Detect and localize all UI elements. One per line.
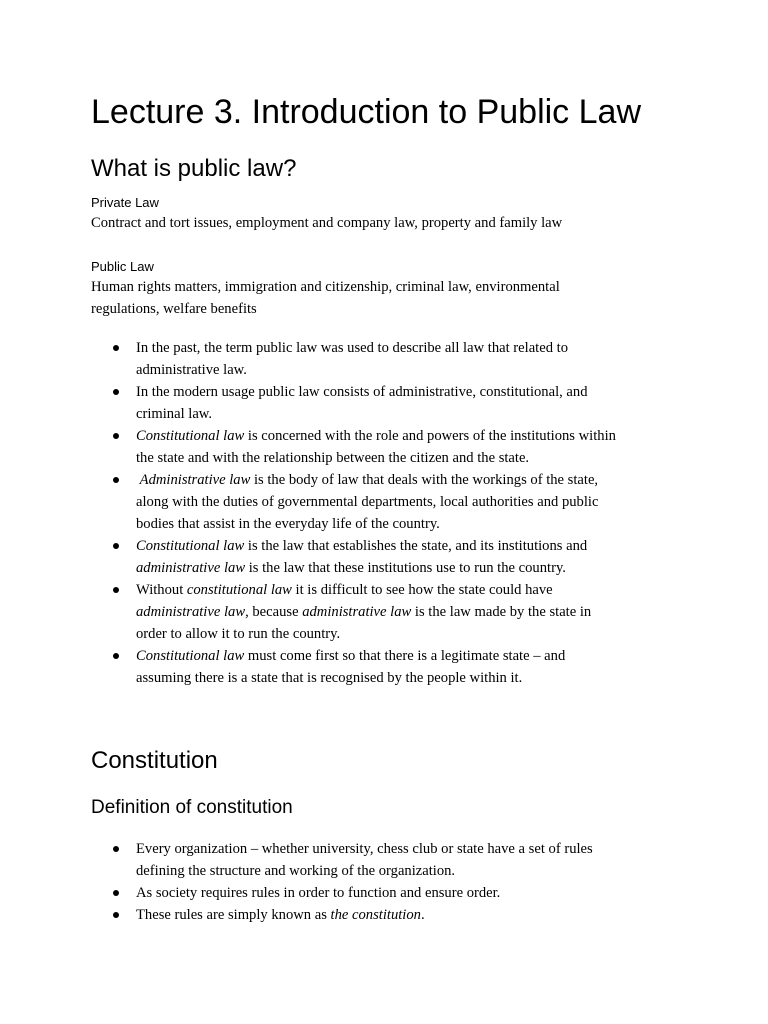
term-administrative-law: administrative law <box>302 604 412 620</box>
bullet-icon <box>113 912 119 918</box>
public-law-text <box>91 276 651 320</box>
list-item-text: administrative law. <box>136 362 247 378</box>
list-item <box>91 381 681 425</box>
list-item-text: criminal law. <box>136 406 213 422</box>
list-item <box>91 535 681 579</box>
list-item-text: is the law that establishes the state, and its institutions and <box>244 538 588 554</box>
list-item-text: order to allow it to run the country. <box>136 626 341 642</box>
list-item <box>91 882 681 904</box>
list-item-text: along with the duties of governmental departments, local authorities and public <box>136 494 599 510</box>
bullet-icon <box>113 846 119 852</box>
public-law-label: Public Law <box>91 259 154 274</box>
list-item <box>91 645 681 689</box>
list-item <box>91 904 681 926</box>
constitution-bullet-list <box>91 838 681 926</box>
section-heading-constitution: Constitution <box>91 747 218 774</box>
bullet-icon <box>113 890 119 896</box>
list-item-text: In the past, the term public law was used to describe all law that related to <box>136 340 568 356</box>
list-item <box>91 337 681 381</box>
list-item-text: Without <box>136 582 187 598</box>
bullet-icon <box>113 345 119 351</box>
list-item-text: is the law that these institutions use to run the country. <box>245 560 566 576</box>
bullet-icon <box>113 389 119 395</box>
bullet-icon <box>113 543 119 549</box>
bullet-icon <box>113 587 119 593</box>
section-heading-public-law: What is public law? <box>91 155 297 182</box>
private-law-label: Private Law <box>91 195 159 210</box>
term-constitutional-law: Constitutional law <box>136 428 245 444</box>
public-law-text-line-2: regulations, welfare benefits <box>91 301 257 317</box>
list-item-text: Every organization – whether university, chess club or state have a set of rules <box>136 841 593 857</box>
list-item-text: is the body of law that deals with the workings of the state, <box>250 472 599 488</box>
list-item <box>91 579 681 645</box>
term-constitutional-law: constitutional law <box>186 582 292 598</box>
bullet-icon <box>113 433 119 439</box>
bullet-icon <box>113 477 119 483</box>
public-law-bullet-list <box>91 337 681 689</box>
term-administrative-law: administrative law <box>136 560 246 576</box>
public-law-text-line-1: Human rights matters, immigration and citizenship, criminal law, environmental <box>91 279 560 295</box>
bullet-icon <box>113 653 119 659</box>
list-item <box>91 425 681 469</box>
list-item <box>91 838 681 882</box>
list-item-text: bodies that assist in the everyday life of the country. <box>136 516 440 532</box>
list-item-text: As society requires rules in order to function and ensure order. <box>136 885 501 901</box>
term-the-constitution: the constitution <box>330 907 421 923</box>
list-item-text: assuming there is a state that is recognised by the people within it. <box>136 670 523 686</box>
term-constitutional-law: Constitutional law <box>136 538 245 554</box>
list-item-text: In the modern usage public law consists of administrative, constitutional, and <box>136 384 588 400</box>
list-item-text: . <box>420 907 425 923</box>
term-constitutional-law: Constitutional law <box>136 648 245 664</box>
subheading-definition-of-constitution: Definition of constitution <box>91 797 293 818</box>
list-item <box>91 469 681 535</box>
list-item-text: defining the structure and working of the organization. <box>136 863 456 879</box>
page-title: Lecture 3. Introduction to Public Law <box>91 93 641 131</box>
list-item-text: it is difficult to see how the state could have <box>291 582 553 598</box>
list-item-text: These rules are simply known as <box>136 907 331 923</box>
list-item-text: must come first so that there is a legitimate state – and <box>244 648 566 664</box>
list-item-text: the state and with the relationship between the citizen and the state. <box>136 450 530 466</box>
list-item-text: is concerned with the role and powers of the institutions within <box>244 428 616 444</box>
private-law-text: Contract and tort issues, employment and company law, property and family law <box>91 215 563 231</box>
term-administrative-law: Administrative law <box>139 472 251 488</box>
list-item-text: is the law made by the state in <box>411 604 592 620</box>
term-administrative-law: administrative law <box>136 604 246 620</box>
list-item-text: , because <box>245 604 303 620</box>
